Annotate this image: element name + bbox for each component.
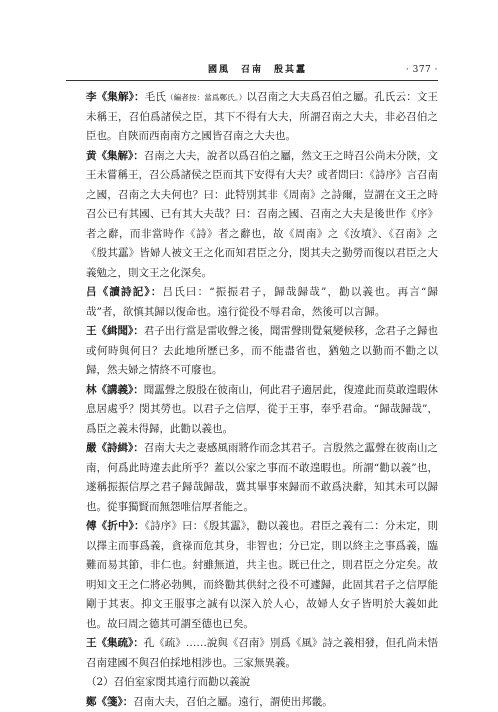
commentary-text: 孔《疏》……說與《召南》別爲《風》詩之義相發，但孔尚未悟召南建國不與召伯採地相涉也。三家無異義。 bbox=[86, 637, 438, 669]
commentary-text: 《詩序》曰：《殷其靁》，勸以義也。君臣之義有二：分未定，則以擇主而事爲義，貪祿而危其身，非智也；分已定，則以終主之事爲義，臨難而易其節，非仁也。紂雖無道，共主也。既已仕之，則君臣之分定矣。故明知文王之仁將必勃興，而終勸其供紂之役不可遽歸，此固其君子之信厚能剛于其衷。抑文王服事之誠有以深入於人心，故婦人女子皆明於大義如此也。故曰周之德其可謂至德也已矣。 bbox=[86, 520, 438, 630]
section-heading: （2）召伯室家閔其遠行而勸以義說 bbox=[86, 673, 438, 693]
commentary-paragraph-li bbox=[86, 88, 438, 147]
commentary-text: 召南大夫之妻感風雨將作而念其君子。言殷然之靁聲在彼南山之南，何爲此時違去此所乎？蓋以公家之事而不敢遑暇也。所謂“勸以義”也，遂稱振振信厚之君子歸哉歸哉，冀其畢事來歸而不敢爲決辭，知其未可以歸也。從事獨賢而無怨唯信厚者能之。 bbox=[86, 442, 438, 513]
commentary-text: 毛氏 bbox=[145, 91, 166, 103]
running-header-title: 國風 召南 殷其靁 bbox=[208, 63, 307, 77]
commentary-paragraph-huang bbox=[86, 147, 438, 284]
running-header bbox=[66, 63, 438, 77]
commentary-source: 王《集疏》： bbox=[86, 637, 144, 649]
commentary-paragraph-lu bbox=[86, 283, 438, 322]
commentary-paragraph-wang-jiwen bbox=[86, 322, 438, 381]
commentary-text-continued: 以召南之大夫爲召伯之屬。孔氏云：文王未稱王，召伯爲諸侯之臣，其下不得有大夫，所謂召南之大夫，非必召伯之臣也。自陝而西南南方之國皆召南之大夫也。 bbox=[86, 91, 438, 142]
editor-note: （編者按：當爲鄭氏。） bbox=[166, 93, 246, 102]
commentary-text: 吕氏曰：“振振君子，歸哉歸哉”，勸以義也。再言“歸哉”者，欲慎其歸以復命也。遠行從役不辱君命，然後可以言歸。 bbox=[86, 286, 438, 318]
commentary-source: 吕《讀詩記》： bbox=[86, 286, 163, 298]
commentary-source: 王《緝聞》： bbox=[86, 325, 144, 337]
commentary-source: 李《集解》： bbox=[86, 91, 145, 103]
commentary-text: 召南大夫，召伯之屬。遠行，謂使出邦畿。 bbox=[133, 696, 333, 708]
commentary-source: 傅《折中》： bbox=[86, 520, 145, 532]
commentary-paragraph-yan bbox=[86, 439, 438, 517]
commentary-paragraph-fu bbox=[86, 517, 438, 634]
commentary-source: 嚴《詩緝》： bbox=[86, 442, 144, 454]
commentary-source: 鄭《箋》： bbox=[86, 696, 133, 708]
page-number: · 377 · bbox=[406, 63, 438, 77]
commentary-text: 君子出行當是雷收聲之後，聞雷聲則覺氣變候移，念君子之歸也或何時與何日？去此地所歷已多，而不能盡省也，猶勉之以勤而不勸之以歸，然夫婦之情終不可廢也。 bbox=[86, 325, 438, 376]
commentary-text: 聞靁聲之殷殷在彼南山，何此君子適居此，復違此而莫敢遑暇休息居處乎？閔其勞也。以君子之信厚，從于王事，奉乎君命。“歸哉歸哉”，爲臣之義未得歸，此勸以義也。 bbox=[86, 384, 438, 435]
page-body bbox=[86, 88, 438, 712]
commentary-source: 林《講義》： bbox=[86, 384, 144, 396]
commentary-text: 召南之大夫，說者以爲召伯之屬，然文王之時召公尚未分陝，文王未嘗稱王，召公爲諸侯之臣而其下安得有大夫？或者問曰：《詩序》言召南之國，召南之大夫何也？曰：此特別其非《周南》之詩爾，豈謂在文王之時召公已有其國、已有其大夫哉？曰：召南之國、召南之大夫是後世作《序》者之辭，而非當時作《詩》者之辭也，故《周南》之《汝墳》、《召南》之《殷其靁》皆婦人被文王之化而知君臣之分，閔其夫之勤勞而復以君臣之大義勉之，則文王之化深矣。 bbox=[86, 150, 438, 279]
commentary-paragraph-lin bbox=[86, 381, 438, 440]
commentary-paragraph-zheng bbox=[86, 693, 438, 712]
commentary-source: 黄《集解》： bbox=[86, 150, 144, 162]
commentary-paragraph-wang-jishu bbox=[86, 634, 438, 673]
header-rule bbox=[66, 80, 438, 81]
